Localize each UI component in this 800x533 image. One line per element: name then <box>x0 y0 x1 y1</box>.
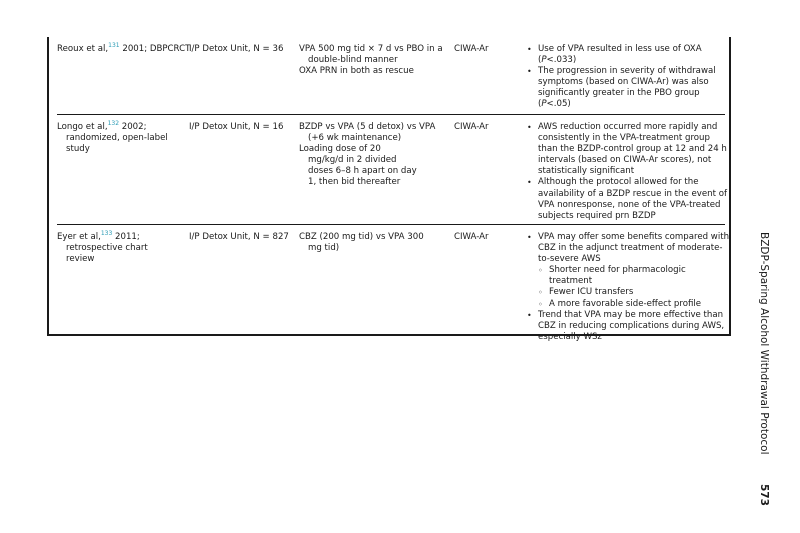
design-cell <box>299 122 449 189</box>
result-item: • Use of VPA resulted in less use of OXA (P<.033) <box>527 44 731 66</box>
result-item: • Although the protocol allowed for the availability of a BZDP rescue in the event of VPA nonresponse, none of the VPA-treated subjects required prn BZDP <box>527 177 731 221</box>
study-design-type: retrospective chart review <box>66 243 148 265</box>
design-line: BZDP vs VPA (5 d detox) vs VPA (+6 wk maintenance) <box>299 122 436 144</box>
reference-link[interactable]: 131 <box>108 42 120 49</box>
sub-result-item: ◦ Fewer ICU transfers <box>538 287 731 298</box>
sub-result-item: ◦ Shorter need for pharmacologic treatment <box>538 265 731 287</box>
running-head-title: BZDP-Sparing Alcohol Withdrawal Protocol <box>758 232 770 455</box>
study-design-type: DBPCRCT <box>149 44 191 54</box>
results-list <box>527 122 731 222</box>
study-author: Longo et al, <box>57 122 108 132</box>
setting-cell: I/P Detox Unit, N = 36 <box>189 44 284 54</box>
study-cell <box>57 232 166 265</box>
result-item: • AWS reduction occurred more rapidly and consistently in the VPA-treatment group than the BZDP-control group at 12 and 24 h intervals (based on CIWA-Ar scores), not statistically significant <box>527 122 731 177</box>
design-line: CBZ (200 mg tid) vs VPA 300 mg tid) <box>299 232 424 254</box>
setting-cell: I/P Detox Unit, N = 16 <box>189 122 284 132</box>
results-cell <box>527 122 731 222</box>
table-row <box>49 115 729 225</box>
result-item: • VPA may offer some benefits compared with CBZ in the adjunct treatment of moderate-to-severe AWS ◦ Shorter need for pharmacologic treatment ◦ Fewer ICU transfers ◦ A more favorable side-effect profile <box>527 232 731 310</box>
results-cell <box>527 232 731 343</box>
study-design-type: randomized, open-label study <box>66 133 168 155</box>
design-cell <box>299 44 449 77</box>
design-line: VPA 500 mg tid × 7 d vs PBO in a double-blind manner <box>299 44 443 66</box>
study-cell <box>57 44 191 55</box>
page-number: 573 <box>758 484 770 506</box>
sub-results-list <box>538 265 731 309</box>
design-line: Loading dose of 20 mg/kg/d in 2 divided doses 6–8 h apart on day 1, then bid thereafter <box>299 144 417 188</box>
sub-result-item: ◦ A more favorable side-effect profile <box>538 299 731 310</box>
result-item: • The progression in severity of withdrawal symptoms (based on CIWA-Ar) was also significantly greater in the PBO group (P<.05) <box>527 66 731 110</box>
study-author: Eyer et al, <box>57 232 101 242</box>
results-cell <box>527 44 731 111</box>
study-year: 2002; <box>119 122 147 132</box>
study-year: 2001; <box>119 44 148 54</box>
scale-cell: CIWA-Ar <box>454 122 489 132</box>
running-head <box>756 232 770 517</box>
study-cell <box>57 122 191 155</box>
results-list <box>527 232 731 343</box>
reference-link[interactable]: 133 <box>100 230 113 237</box>
reference-link[interactable]: 132 <box>107 120 120 127</box>
table-row <box>49 225 730 342</box>
setting-cell: I/P Detox Unit, N = 827 <box>189 232 289 242</box>
design-line: OXA PRN in both as rescue <box>299 66 414 77</box>
table-row <box>49 37 729 115</box>
result-item: • Trend that VPA may be more effective than CBZ in reducing complications during AWS, especially WSz <box>527 310 731 343</box>
study-author: Reoux et al, <box>57 44 109 54</box>
study-year: 2011; <box>112 232 140 242</box>
scale-cell: CIWA-Ar <box>454 44 489 54</box>
scale-cell: CIWA-Ar <box>454 232 489 242</box>
results-list <box>527 44 731 111</box>
design-cell <box>299 232 449 254</box>
evidence-table <box>47 37 731 342</box>
